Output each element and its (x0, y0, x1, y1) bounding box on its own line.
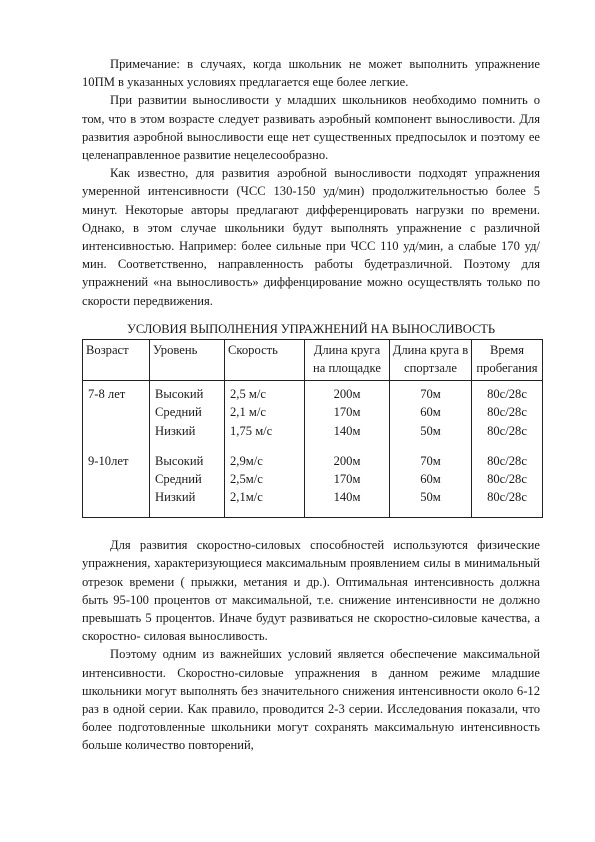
column-speed (225, 381, 305, 518)
header-age: Возраст (83, 339, 150, 380)
paragraph-aerobic-exercises: Как известно, для развития аэробной выносливости подходят упражнения умеренной интенсивности (ЧСС 130-150 уд/мин) продолжительностью более 5 минут. Некоторые авторы предлагают дифференцировать нагрузки по времени. Однако, в этом случае школьники будут выполнять упражнение с различной интенсивностью. Например: более сильные при ЧСС 110 уд/мин, а слабые 170 уд/мин. Соответственно, направленность работы будетразличной. Поэтому для упражнений «на выносливость» диффенцирование можно осуществлять только по скорости передвижения. (82, 166, 540, 308)
level-cell: Средний (155, 472, 202, 486)
time-cell: 80с/28с (487, 490, 527, 505)
column-level (150, 381, 225, 518)
lap-area-cell: 200м (333, 453, 361, 468)
table-body-row (83, 381, 543, 518)
lap-gym-cell: 60м (420, 472, 441, 486)
lap-gym-cell: 50м (420, 423, 441, 438)
column-age (83, 381, 150, 518)
lap-area-cell: 140м (333, 490, 361, 505)
header-level: Уровень (150, 339, 225, 380)
speed-cell: 2,5м/с (230, 472, 263, 486)
header-lap-area: Длина круга на площадке (305, 339, 390, 380)
column-lap-gym (390, 381, 472, 518)
time-cell: 80с/28с (487, 387, 527, 402)
age-group-1: 7-8 лет (88, 387, 126, 402)
column-lap-area (305, 381, 390, 518)
time-cell: 80с/28с (487, 453, 527, 468)
paragraph-aerobic-intro: При развитии выносливости у младших школьников необходимо помнить о том, что в этом возрасте следует развивать аэробный компонент выносливости. Для развития аэробной выносливости еще нет существенных предпосылок и поэтому ее целенаправленное развитие нецелесообразно. (82, 93, 540, 163)
lap-gym-cell: 70м (420, 453, 441, 468)
speed-cell: 2,1м/с (230, 490, 263, 505)
body-after-table (82, 536, 540, 754)
endurance-conditions-table (82, 339, 543, 518)
speed-cell: 2,9м/с (230, 453, 263, 468)
lap-gym-cell: 70м (420, 387, 441, 402)
paragraph-intensity: Поэтому одним из важнейших условий является обеспечение максимальной интенсивности. Скоростно-силовые упражнения в данном режиме младшие школьники могут выполнять без значительного снижения интенсивности около 6-12 раз в одной серии. Как правило, проводится 2-3 серии. Исследования показали, что более подготовленные школьники могут сохранять максимальную интенсивность больше количество повторений, (82, 647, 540, 753)
level-cell: Низкий (155, 490, 196, 505)
table-title: УСЛОВИЯ ВЫПОЛНЕНИЯ УПРАЖНЕНИЙ НА ВЫНОСЛИВОСТЬ (127, 321, 495, 336)
paragraph-speed-strength: Для развития скоростно-силовых способностей используются физические упражнения, характеризующиеся максимальным проявлением силы в минимальный отрезок времени ( прыжки, метания и др.). Оптимальная интенсивность должна быть 95-100 процентов от максимальной, т.е. снижение интенсивности не должно превышать 5 процентов. Иначе будут развиваться не скоростно-силовые качества, а скоростно- силовая выносливость. (82, 538, 540, 644)
lap-area-cell: 170м (333, 405, 361, 420)
speed-cell: 1,75 м/с (230, 423, 273, 438)
speed-cell: 2,5 м/с (230, 387, 266, 402)
time-cell: 80с/28с (487, 472, 527, 486)
header-lap-gym: Длина круга в спортзале (390, 339, 472, 380)
time-cell: 80с/28с (487, 423, 527, 438)
lap-gym-cell: 50м (420, 490, 441, 505)
time-cell: 80с/28с (487, 405, 527, 420)
speed-cell: 2,1 м/с (230, 405, 266, 420)
level-cell: Высокий (155, 387, 204, 402)
level-cell: Низкий (155, 423, 196, 438)
level-cell: Высокий (155, 453, 204, 468)
lap-area-cell: 140м (333, 423, 361, 438)
table-header-row (83, 339, 543, 380)
lap-area-cell: 200м (333, 387, 361, 402)
level-cell: Средний (155, 405, 202, 420)
document-page (82, 55, 540, 755)
header-speed: Скорость (225, 339, 305, 380)
lap-area-cell: 170м (333, 472, 361, 486)
age-group-2: 9-10лет (88, 453, 129, 468)
column-time (472, 381, 543, 518)
header-time: Время пробегания (472, 339, 543, 380)
paragraph-note: Примечание: в случаях, когда школьник не может выполнить упражнение 10ПМ в указанных условиях предлагается еще более легкие. (82, 57, 540, 90)
lap-gym-cell: 60м (420, 405, 441, 420)
